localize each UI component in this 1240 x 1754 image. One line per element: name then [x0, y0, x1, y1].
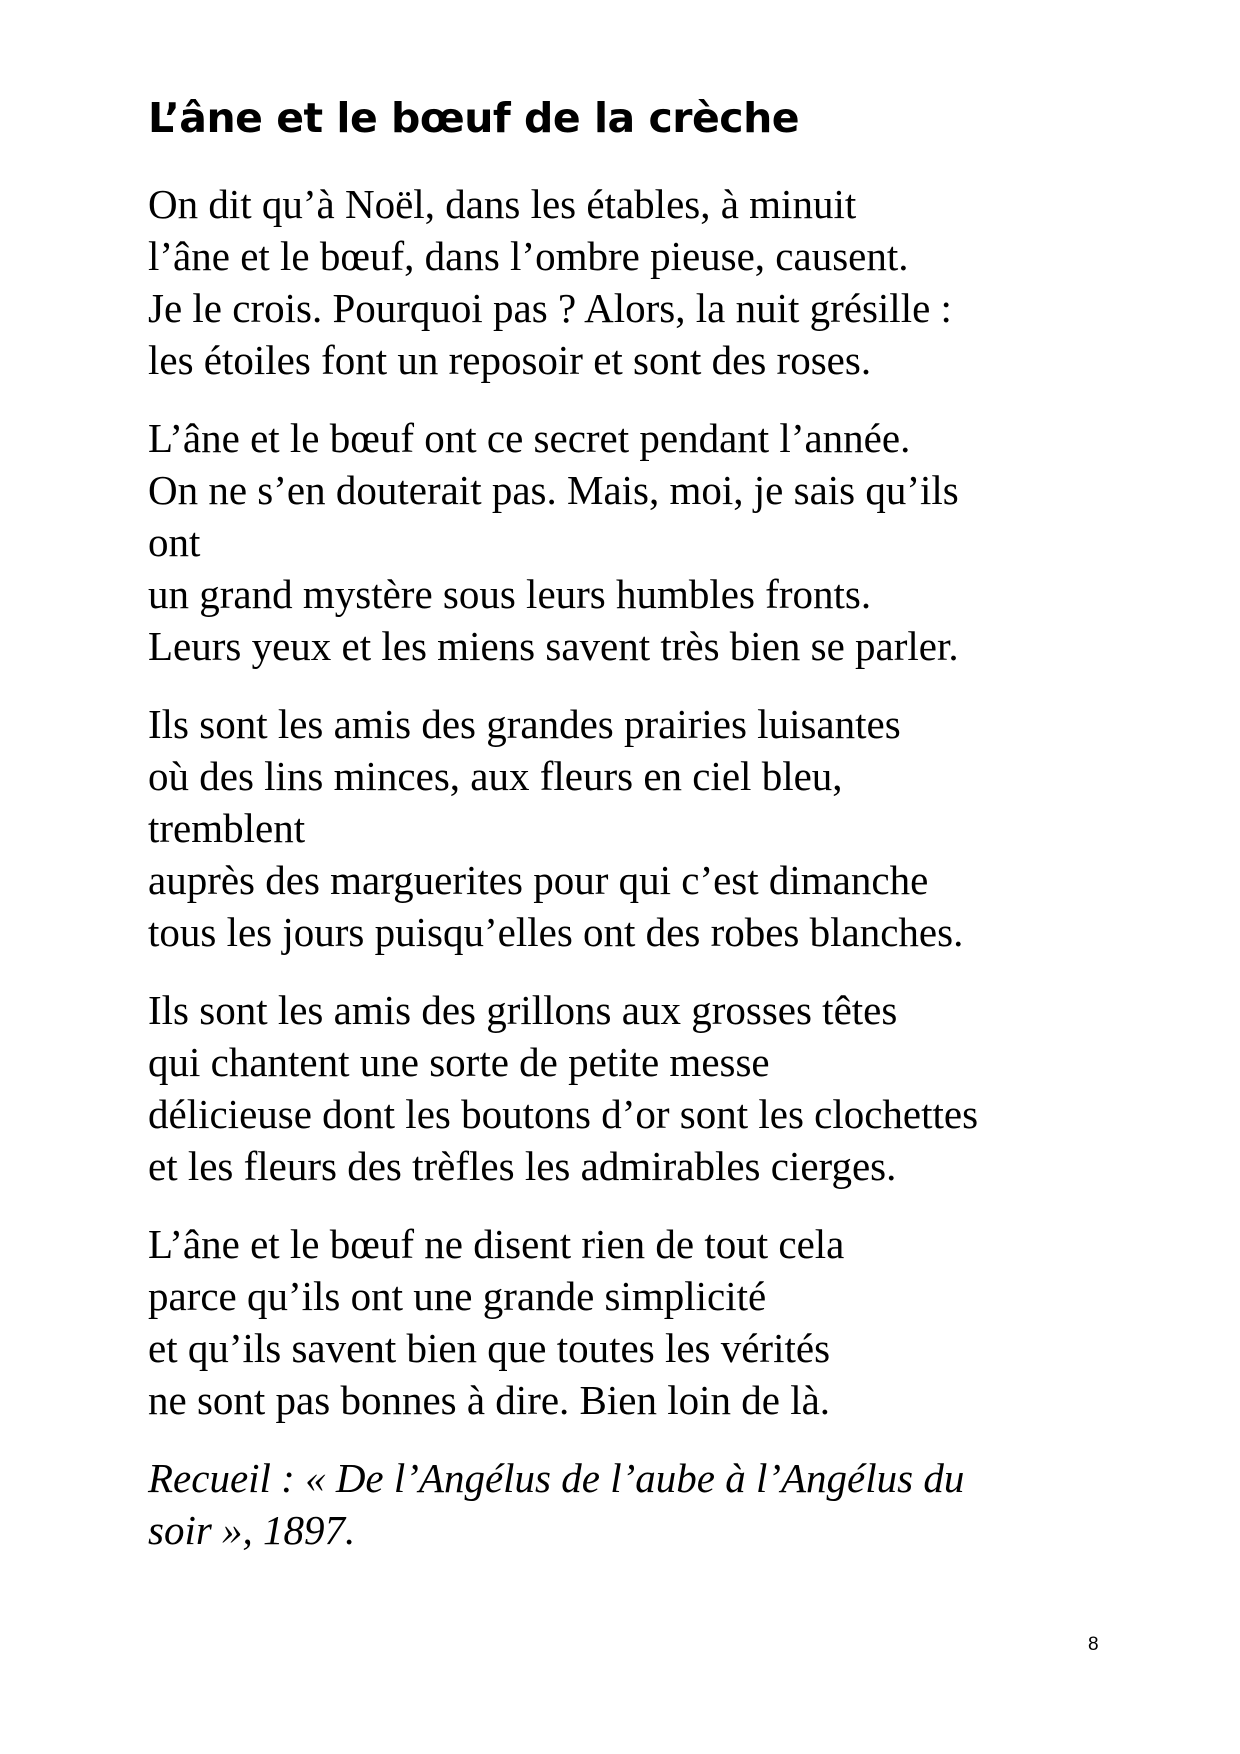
- document-page: [148, 90, 1148, 1556]
- page-number: 8: [1088, 1634, 1099, 1655]
- verse-line: les étoiles font un reposoir et sont des roses.: [148, 337, 872, 383]
- verse-line: Ils sont les amis des grandes prairies luisantes: [148, 701, 901, 747]
- stanza-4: [148, 984, 1148, 1192]
- verse-line: délicieuse dont les boutons d’or sont les clochettes: [148, 1091, 979, 1137]
- stanza-2: [148, 412, 1148, 672]
- verse-line: On dit qu’à Noël, dans les étables, à minuit: [148, 181, 857, 227]
- stanza-1: [148, 178, 1148, 386]
- verse-line: et les fleurs des trèfles les admirables cierges.: [148, 1143, 897, 1189]
- verse-line: l’âne et le bœuf, dans l’ombre pieuse, causent.: [148, 233, 909, 279]
- citation-line: Recueil : « De l’Angélus de l’aube à l’Angélus du: [148, 1455, 965, 1501]
- verse-line: Je le crois. Pourquoi pas ? Alors, la nuit grésille :: [148, 285, 952, 331]
- verse-line: et qu’ils savent bien que toutes les vérités: [148, 1325, 831, 1371]
- verse-line: Ils sont les amis des grillons aux grosses têtes: [148, 987, 898, 1033]
- verse-line: L’âne et le bœuf ont ce secret pendant l’année.: [148, 415, 911, 461]
- verse-line: ne sont pas bonnes à dire. Bien loin de là.: [148, 1377, 831, 1423]
- source-citation: [148, 1452, 1148, 1556]
- verse-line: ont: [148, 519, 201, 565]
- citation-line: soir », 1897.: [148, 1507, 356, 1553]
- verse-line: Leurs yeux et les miens savent très bien se parler.: [148, 623, 959, 669]
- verse-line: parce qu’ils ont une grande simplicité: [148, 1273, 767, 1319]
- verse-line: L’âne et le bœuf ne disent rien de tout cela: [148, 1221, 845, 1267]
- poem-title: L’âne et le bœuf de la crèche: [148, 94, 800, 142]
- verse-line: auprès des marguerites pour qui c’est dimanche: [148, 857, 929, 903]
- verse-line: qui chantent une sorte de petite messe: [148, 1039, 770, 1085]
- verse-line: tremblent: [148, 805, 306, 851]
- verse-line: un grand mystère sous leurs humbles fronts.: [148, 571, 872, 617]
- verse-line: On ne s’en douterait pas. Mais, moi, je sais qu’ils: [148, 467, 959, 513]
- stanza-3: [148, 698, 1148, 958]
- stanza-5: [148, 1218, 1148, 1426]
- verse-line: où des lins minces, aux fleurs en ciel bleu,: [148, 753, 843, 799]
- verse-line: tous les jours puisqu’elles ont des robes blanches.: [148, 909, 964, 955]
